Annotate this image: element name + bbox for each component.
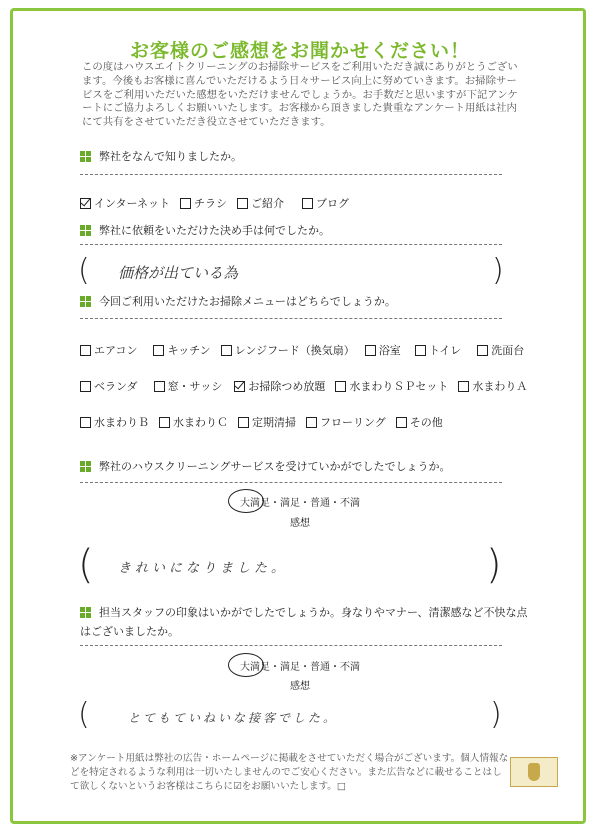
rating-circle-mark [228,489,264,513]
q4-impression-label: 感想 [290,518,310,529]
q2-answer: 価格が出ている為 [118,264,239,282]
checkbox[interactable] [396,417,407,428]
option-window-sash[interactable]: 窓・サッシ [154,378,223,394]
option-flooring[interactable]: フローリング [306,414,386,430]
bullet-icon [80,151,91,162]
q5-impression-label: 感想 [290,681,310,692]
bullet-icon [80,225,91,236]
option-internet[interactable]: インターネット [80,195,170,211]
checkbox[interactable] [335,381,346,392]
divider [80,645,502,646]
open-paren: ( [78,697,90,732]
company-logo [510,757,558,787]
close-paren: ) [486,542,502,588]
footer-note: ※アンケート用紙は弊社の広告・ホームページに掲載をさせていただく場合がございます。個人情報などを特定されるような利用は一切いたしませんのでご安心ください。また広告などに載せることはして欲しくないというお客様はこちらに☑をお願いいたします。□ [70,753,509,792]
divider [80,174,502,175]
option-water-a[interactable]: 水まわりＡ [458,378,527,394]
q3-options-row-3 [80,414,453,430]
option-blog[interactable]: ブログ [302,195,349,211]
q4-answer: きれいになりました。 [118,561,289,576]
bullet-icon [80,461,91,472]
checkbox[interactable] [365,345,376,356]
question-4-label: 弊社のハウスクリーニングサービスを受けていかがでしたでしょうか。 [99,460,451,473]
q4-rating: 大満足・満足・普通・不満 [240,498,360,509]
option-water-b[interactable]: 水まわりＢ [80,414,149,430]
checkbox[interactable] [477,345,488,356]
option-aircon[interactable]: エアコン [80,342,137,358]
question-5-label-line-1: 担当スタッフの印象はいかがでしたでしょうか。身なりやマナー、清潔感など不快な点 [99,606,528,619]
checkbox[interactable] [237,198,248,209]
checkbox[interactable] [415,345,426,356]
q3-options-row-1 [80,342,534,358]
checkbox[interactable] [238,417,249,428]
checkbox[interactable] [221,345,232,356]
question-1-label: 弊社をなんで知りましたか。 [99,150,242,163]
divider [80,318,502,319]
survey-title: お客様のご感想をお聞かせください！ [129,40,470,62]
checkbox[interactable] [80,345,91,356]
q5-answer: とてもていねいな接客でした。 [128,711,339,725]
bullet-icon [80,607,91,618]
q1-options [80,195,359,211]
option-water-c[interactable]: 水まわりＣ [159,414,228,430]
checkbox[interactable] [159,417,170,428]
checkbox[interactable] [302,198,313,209]
open-paren: ( [78,253,90,288]
rating-circle-mark [228,653,264,677]
question-1 [80,148,242,164]
option-washbasin[interactable]: 洗面台 [477,342,524,358]
question-3 [80,293,396,309]
checkbox[interactable] [154,381,165,392]
checkbox-checked[interactable] [80,198,91,209]
option-other[interactable]: その他 [396,414,443,430]
option-flyer[interactable]: チラシ [180,195,227,211]
q5-rating: 大満足・満足・普通・不満 [240,662,360,673]
checkbox[interactable] [80,417,91,428]
question-2 [80,222,330,238]
option-bathroom[interactable]: 浴室 [365,342,401,358]
checkbox[interactable] [80,381,91,392]
divider [80,482,502,483]
option-referral[interactable]: ご紹介 [237,195,284,211]
option-kitchen[interactable]: キッチン [153,342,210,358]
divider [80,244,502,245]
option-water-sp-set[interactable]: 水まわりＳＰセット [335,378,448,394]
checkbox-checked[interactable] [234,381,245,392]
option-veranda[interactable]: ベランダ [80,378,138,394]
checkbox[interactable] [153,345,164,356]
bullet-icon [80,296,91,307]
option-regular-cleaning[interactable]: 定期清掃 [238,414,296,430]
checkbox[interactable] [458,381,469,392]
question-4 [80,458,450,474]
q3-options-row-2 [80,378,537,394]
open-paren: ( [78,542,94,588]
logo-mark-icon [528,763,540,781]
intro-text: この度はハウスエイトクリーニングのお掃除サービスをご利用いただき誠にありがとうございます。今後もお客様に喜んでいただけるよう日々サービス向上に努めていきます。お掃除サービスをご利用いただいた感想をいただけませんでしょうか。お手数だと思いますが下記アンケートにご協力よろしくお願いいたします。お客様から頂きました貴重なアンケート用紙は社内にて共有をさせていただき役立させていただきます。 [82,61,518,129]
option-range-hood[interactable]: レンジフード（換気扇） [221,342,355,358]
option-all-you-can-clean[interactable]: お掃除つめ放題 [234,378,325,394]
checkbox[interactable] [306,417,317,428]
question-5 [80,604,528,620]
checkbox[interactable] [180,198,191,209]
question-2-label: 弊社に依頼をいただけた決め手は何でしたか。 [99,224,330,237]
question-5-label-line-2: はございましたか。 [80,625,179,638]
question-3-label: 今回ご利用いただけたお掃除メニューはどちらでしょうか。 [99,295,396,308]
close-paren: ) [492,253,504,288]
close-paren: ) [490,697,502,732]
question-5-cont [80,623,179,639]
option-toilet[interactable]: トイレ [415,342,461,358]
